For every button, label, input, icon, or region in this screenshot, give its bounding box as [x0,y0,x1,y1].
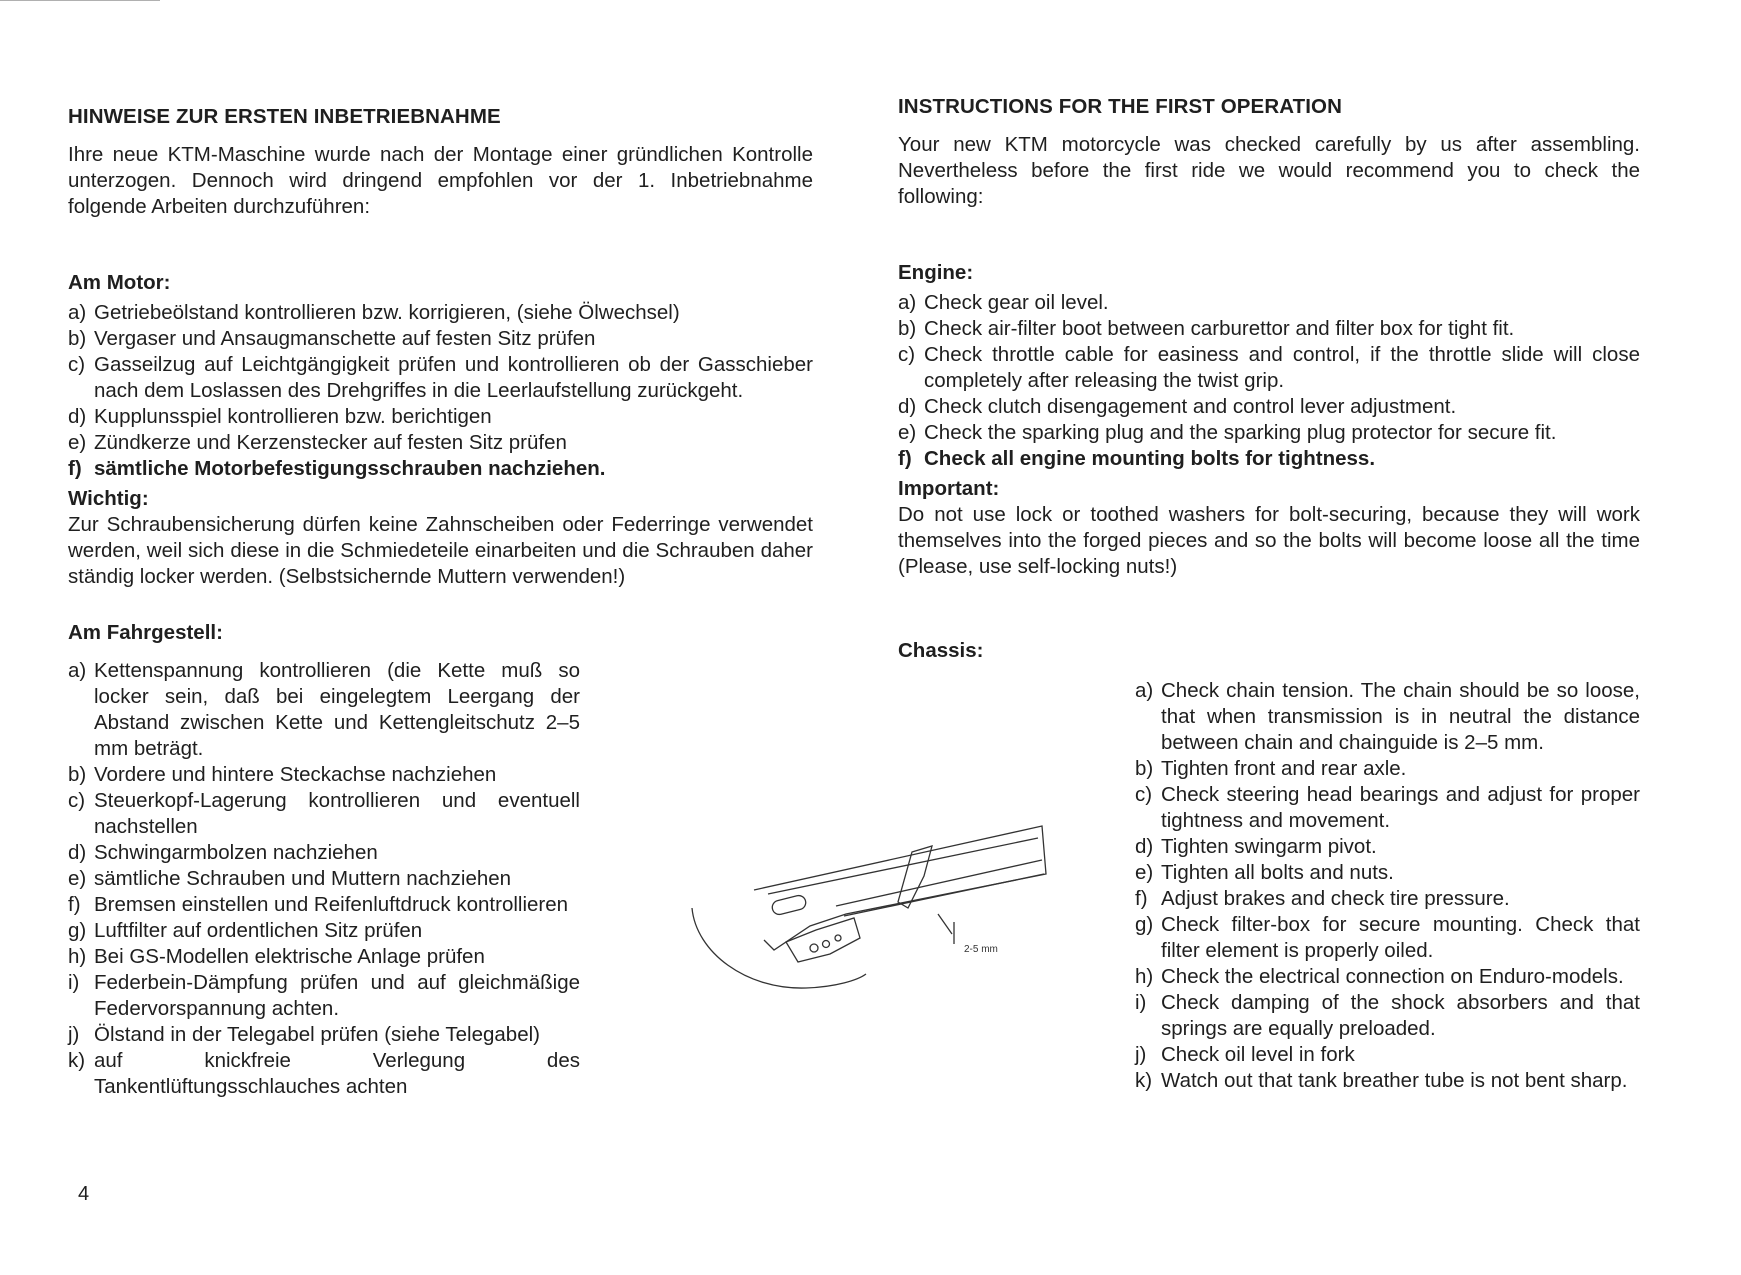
list-item [1135,912,1640,964]
list-marker: f) [68,457,82,480]
list-marker: e) [1135,861,1154,884]
list-marker: a) [68,301,87,324]
list-text: Vergaser und Ansaugmanschette auf festen Sitz prüfen [94,327,596,350]
list-text: Check air-filter boot between carburettor and filter box for tight fit. [924,317,1515,340]
list-item [1135,678,1640,756]
list-text: Check clutch disengagement and control lever adjustment. [924,395,1457,418]
list-item [898,446,1640,472]
list-item [1135,964,1640,990]
list-text: Getriebeölstand kontrollieren bzw. korrigieren, (siehe Ölwechsel) [94,301,680,324]
bracket-hole [810,944,818,952]
bracket-hole [835,935,841,941]
list-marker: i) [1135,991,1147,1014]
list-text: sämtliche Motorbefestigungsschrauben nachziehen. [94,457,606,480]
list-marker: f) [68,893,81,916]
list-marker: d) [68,841,87,864]
list-marker: b) [1135,757,1154,780]
list-marker: h) [1135,965,1154,988]
list-text: Schwingarmbolzen nachziehen [94,841,378,864]
list-item [68,944,580,970]
list-text: Steuerkopf-Lagerung kontrollieren und eventuell nachstellen [94,789,580,838]
english-important-title: Important: [898,477,1000,500]
list-item [68,404,813,430]
chain-guide-lower [844,874,1044,916]
list-item [1135,834,1640,860]
axle-slot [771,894,807,916]
list-item [1135,990,1640,1042]
list-marker: d) [68,405,87,428]
list-marker: c) [68,789,86,812]
list-marker: a) [898,291,917,314]
list-item [68,762,580,788]
list-marker: a) [68,659,87,682]
german-motor-title: Am Motor: [68,271,171,294]
list-marker: e) [898,421,917,444]
list-text: Tighten swingarm pivot. [1161,835,1377,858]
list-item [1135,886,1640,912]
list-text: Tighten front and rear axle. [1161,757,1407,780]
english-chassis-title: Chassis: [898,639,984,662]
list-marker: d) [898,395,917,418]
german-chassis-list [68,658,580,1100]
list-text: auf knickfreie Verlegung des Tankentlüftungsschlauches achten [94,1049,580,1098]
chain-guide-diagram [686,822,1056,992]
german-important-text: Zur Schraubensicherung dürfen keine Zahnscheiben oder Federringe verwendet werden, weil sich diese in die Schmiedeteile einarbeiten und die Schrauben daher ständig locker werden. (Selbstsichernde Muttern verwenden!) [68,513,813,588]
list-item [68,456,813,482]
list-marker: k) [1135,1069,1153,1092]
german-important-title: Wichtig: [68,487,149,510]
list-text: Check damping of the shock absorbers and that springs are equally preloaded. [1161,991,1640,1040]
list-item [68,300,813,326]
list-marker: e) [68,867,87,890]
english-engine-title: Engine: [898,261,974,284]
list-text: sämtliche Schrauben und Muttern nachziehen [94,867,512,890]
list-marker: c) [898,343,916,366]
list-item [68,866,580,892]
list-text: Check chain tension. The chain should be so loose, that when transmission is in neutral the distance between chain and chainguide is 2–5 mm. [1161,679,1640,754]
list-text: Kettenspannung kontrollieren (die Kette muß so locker sein, daß bei eingelegtem Leergang der Abstand zwischen Kette und Kettengleitschutz 2–5 mm beträgt. [94,659,580,760]
list-item [68,430,813,456]
list-marker: e) [68,431,87,454]
list-marker: c) [68,353,86,376]
list-text: Kupplunsspiel kontrollieren bzw. berichtigen [94,405,492,428]
list-item [898,316,1640,342]
list-item [1135,1042,1640,1068]
german-heading: HINWEISE ZUR ERSTEN INBETRIEBNAHME [68,105,501,128]
german-intro: Ihre neue KTM-Maschine wurde nach der Montage einer gründlichen Kontrolle unterzogen. Dennoch wird dringend empfohlen vor der 1. Inbetriebnahme folgende Arbeiten durchzuführen: [68,143,813,218]
list-item [898,290,1640,316]
list-marker: f) [1135,887,1148,910]
list-text: Bremsen einstellen und Reifenluftdruck kontrollieren [94,893,569,916]
english-engine-list [898,290,1640,472]
german-chassis-title: Am Fahrgestell: [68,621,223,644]
list-item [1135,860,1640,886]
list-text: Ölstand in der Telegabel prüfen (siehe Telegabel) [94,1023,540,1046]
list-marker: a) [1135,679,1154,702]
list-marker: g) [68,919,87,942]
list-marker: c) [1135,783,1153,806]
list-text: Check all engine mounting bolts for tightness. [924,447,1376,470]
list-marker: i) [68,971,80,994]
list-item [1135,756,1640,782]
list-marker: h) [68,945,87,968]
english-chassis-block [1135,678,1640,1094]
dimension-label: 2-5 mm [964,944,998,955]
english-intro: Your new KTM motorcycle was checked carefully by us after assembling. Nevertheless before the first ride we would recommend you to check the following: [898,133,1640,208]
list-text: Vordere und hintere Steckachse nachziehen [94,763,497,786]
list-text: Check oil level in fork [1161,1043,1355,1066]
list-marker: j) [1135,1043,1147,1066]
list-item [68,918,580,944]
list-marker: f) [898,447,912,470]
list-text: Gasseilzug auf Leichtgängigkeit prüfen und kontrollieren ob der Gasschieber nach dem Loslassen des Drehgriffes in die Leerlaufstellung zurückgeht. [94,353,813,402]
list-text: Luftfilter auf ordentlichen Sitz prüfen [94,919,423,942]
list-marker: k) [68,1049,86,1072]
chain-guide [836,860,1042,906]
list-text: Federbein-Dämpfung prüfen und auf gleichmäßige Federvorspannung achten. [94,971,580,1020]
list-text: Watch out that tank breather tube is not bent sharp. [1161,1069,1628,1092]
list-text: Check gear oil level. [924,291,1109,314]
english-heading: INSTRUCTIONS FOR THE FIRST OPERATION [898,95,1342,118]
list-text: Check the electrical connection on Enduro-models. [1161,965,1624,988]
list-item [68,352,813,404]
list-text: Adjust brakes and check tire pressure. [1161,887,1510,910]
list-marker: b) [68,763,87,786]
page-number: 4 [78,1183,90,1205]
list-marker: g) [1135,913,1154,936]
list-item [68,970,580,1022]
list-item [898,394,1640,420]
list-marker: b) [68,327,87,350]
english-column [898,94,1640,664]
list-text: Check steering head bearings and adjust for proper tightness and movement. [1161,783,1640,832]
list-text: Tighten all bolts and nuts. [1161,861,1394,884]
list-item [898,342,1640,394]
list-item [68,1048,580,1100]
list-item [1135,782,1640,834]
list-text: Bei GS-Modellen elektrische Anlage prüfen [94,945,485,968]
top-edge-line [0,0,160,1]
list-item [68,1022,580,1048]
lower-bracket [786,918,860,962]
list-marker: d) [1135,835,1154,858]
list-item [68,658,580,762]
list-item [1135,1068,1640,1094]
list-item [898,420,1640,446]
list-text: Zündkerze und Kerzenstecker auf festen Sitz prüfen [94,431,567,454]
bracket-hole [823,941,830,948]
list-text: Check the sparking plug and the sparking plug protector for secure fit. [924,421,1557,444]
list-text: Check filter-box for secure mounting. Check that filter element is properly oiled. [1161,913,1640,962]
list-marker: b) [898,317,917,340]
list-item [68,326,813,352]
list-item [68,892,580,918]
list-item [68,840,580,866]
list-text: Check throttle cable for easiness and control, if the throttle slide will close completely after releasing the twist grip. [924,343,1640,392]
english-chassis-list [1135,678,1640,1094]
list-item [68,788,580,840]
dimension-arrow [938,914,954,944]
german-motor-list [68,300,813,482]
english-important-text: Do not use lock or toothed washers for bolt-securing, because they will work themselves into the forged pieces and so the bolts will become loose all the time (Please, use self-locking nuts!) [898,503,1640,578]
list-marker: j) [68,1023,80,1046]
